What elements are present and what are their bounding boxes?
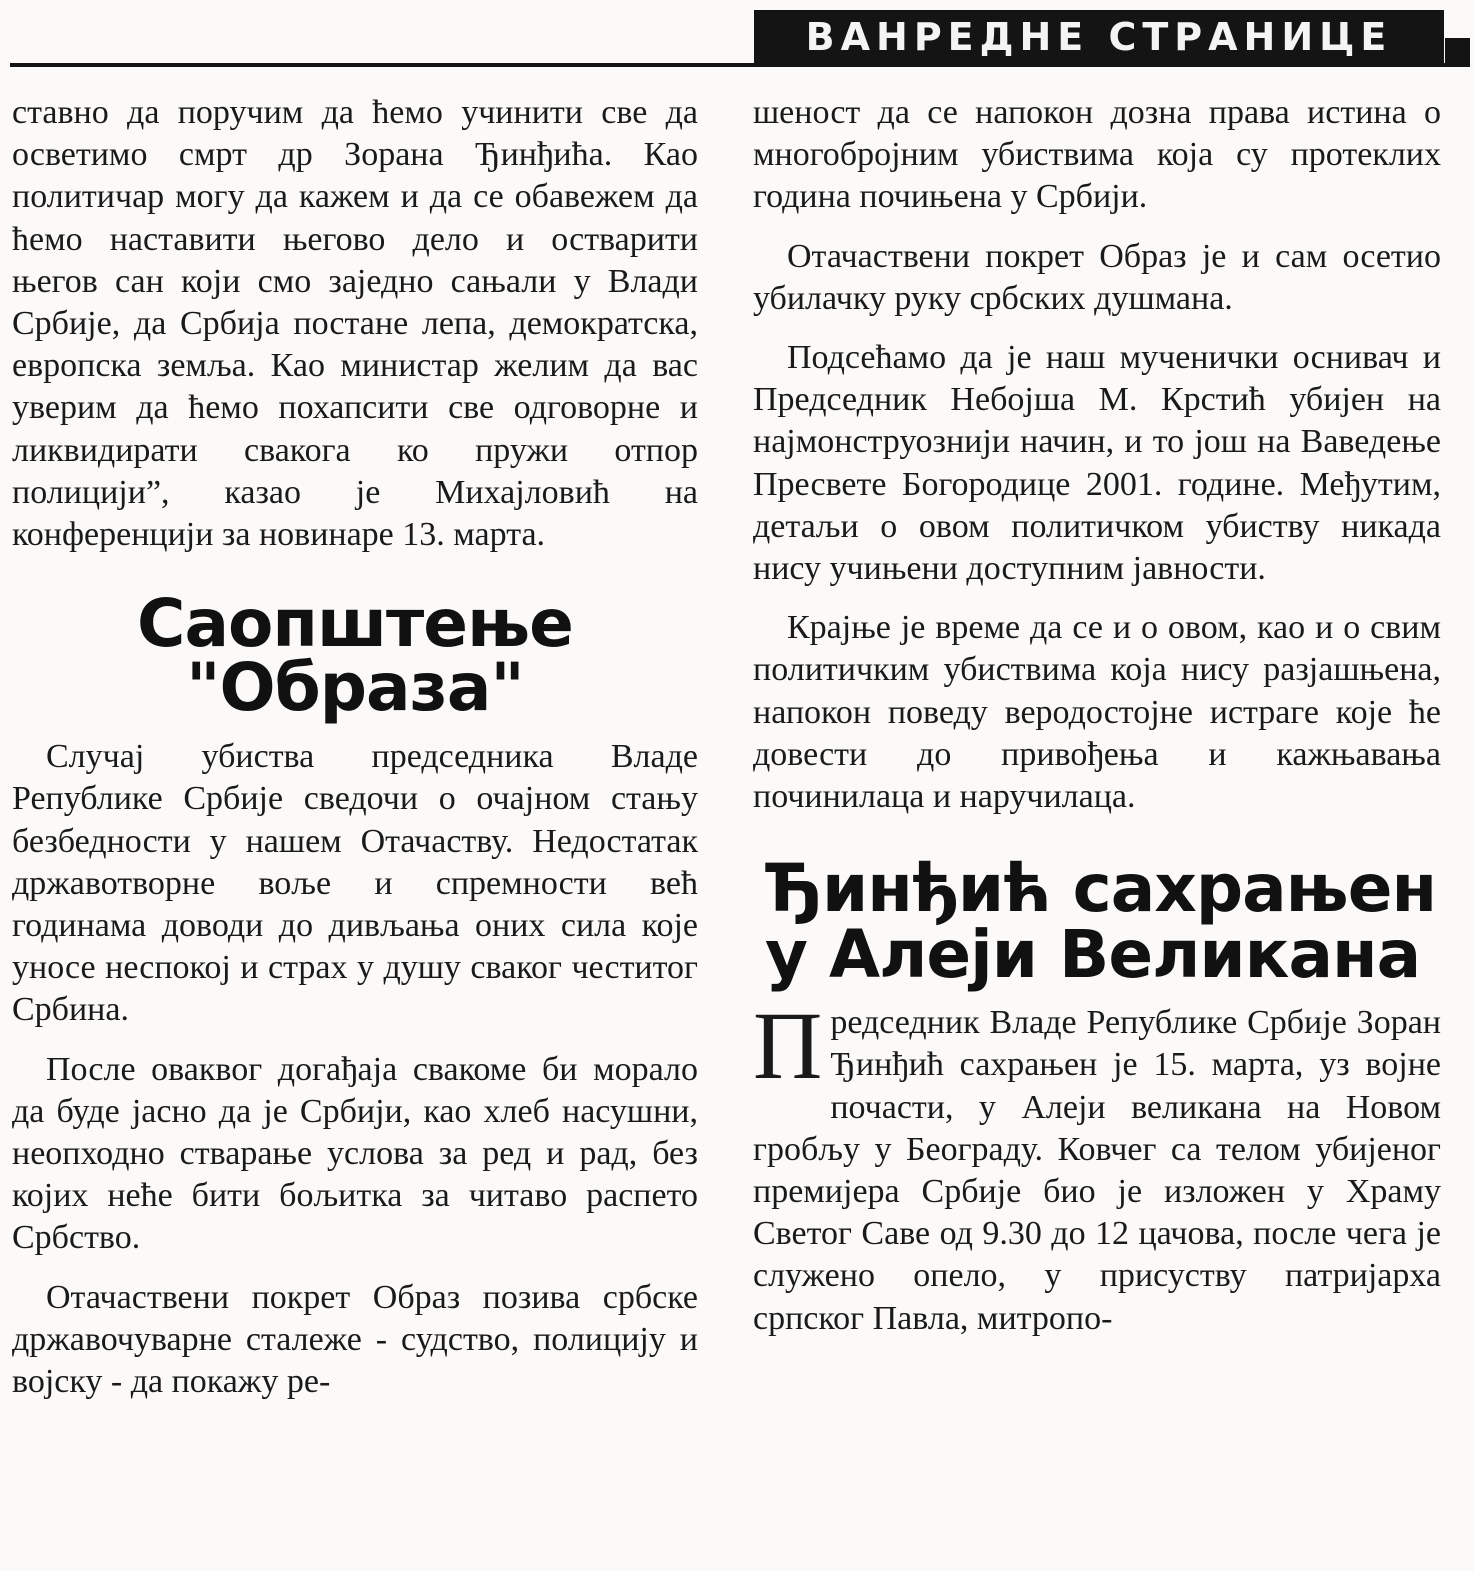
right-paragraph-1: Отачаствени покрет Образ је и сам осетио убилачку руку србских душмана. bbox=[753, 237, 1441, 317]
section-masthead: ВАНРЕДНЕ СТРАНИЦЕ bbox=[754, 10, 1444, 65]
djindjic-article-text: редседник Владе Републике Србије Зоран Ђинђић сахрањен је 15. марта, уз војне почасти, у Алеји великана на Новом гробљу у Београду. Ковчег са телом убијеног премијера Србије био је изложен у Храму Светог Саве од 9.30 до 12 цачова, после чега је служено опело, у присуству патријарха српског Павла, митропо- bbox=[753, 1004, 1441, 1337]
djindjic-headline-line1: Ђинђић сахрањен bbox=[765, 850, 1437, 928]
drop-cap: П bbox=[753, 992, 823, 1100]
right-column bbox=[753, 92, 1441, 1340]
header-rule-tick bbox=[1445, 38, 1470, 67]
left-intro-text: ставно да поручим да ћемо учинити све да осветимо смрт др Зорана Ђинђића. Као политичар могу да кажем и да се обавежем да ћемо наставити његово дело и остварити његов сан који смо заједно сањали у Влади Србије, да Србија постане лепа, демократска, европска земља. Као министар желим да вас уверим да ћемо похапсити све одговорне и ликвидирати свакога ко пружи отпор полицији”, казао је Михајловић на конференцији за новинаре 13. марта. bbox=[12, 94, 698, 554]
djindjic-headline-line2: у Алеји Великана bbox=[765, 916, 1421, 994]
right-paragraph-2: Подсећамо да је наш мученички оснивач и Председник Небојша М. Крстић убијен на најмонструознији начин, и то још на Ваведење Пресвете Богородице 2001. године. Међутим, детаљи о овом политичком убиству никада нису учињени доступним јавности. bbox=[753, 339, 1441, 588]
obraz-headline-line1: Саопштење bbox=[137, 585, 573, 663]
obraz-headline-line2: "Образа" bbox=[186, 649, 524, 727]
obraz-paragraph-1: Случај убиства председника Владе Републике Србије сведочи о очајном стању безбедности у нашем Отачаству. Недостатак државотворне воље и спремности већ годинама доводи до дивљања оних сила које уносе неспокој и страх у душу сваког честитог Србина. bbox=[12, 738, 698, 1029]
header-rule bbox=[10, 63, 1470, 67]
obraz-headline bbox=[12, 585, 698, 727]
obraz-paragraph-3: Отачаствени покрет Образ позива србске државочуварне сталеже - судство, полицију и војску - да покажу ре- bbox=[12, 1278, 698, 1401]
djindjic-headline bbox=[753, 850, 1441, 994]
right-paragraph-3: Крајње је време да се и о овом, као и о свим политичким убиствима која нису разјашњена, напокон поведу веродостојне истраге које ће довести до привођења и кажњавања починилаца и наручилаца. bbox=[753, 609, 1441, 816]
obraz-paragraph-2: После оваквог догађаја свакоме би морало да буде јасно да је Србији, као хлеб насушни, неопходно стварање услова за ред и рад, без којих неће бити бољитка за читаво распето Србство. bbox=[12, 1050, 698, 1257]
left-column bbox=[12, 92, 698, 1403]
right-intro-text: шеност да се напокон дозна права истина о многобројним убиствима која су протеклих година почињена у Србији. bbox=[753, 94, 1441, 216]
djindjic-article bbox=[753, 992, 1441, 1340]
